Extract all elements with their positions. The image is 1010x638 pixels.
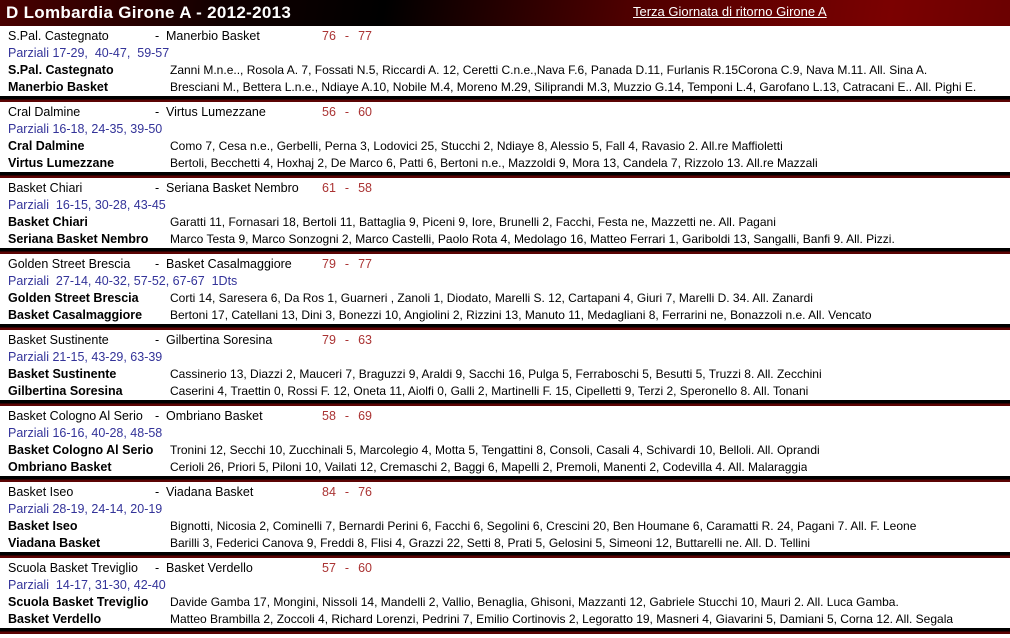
home-roster-row [0, 290, 1010, 307]
score-separator: - [344, 485, 350, 499]
away-roster-team-label: Basket Verdello [8, 612, 102, 626]
match-block [0, 558, 1010, 634]
match-away-team: Seriana Basket Nembro [166, 181, 299, 195]
match-away-team: Gilbertina Soresina [166, 333, 273, 347]
home-roster-players: Davide Gamba 17, Mongini, Nissoli 14, Mandelli 2, Vallio, Benaglia, Ghisoni, Mazzanti 12, Gabriele Stucchi 10, Mauri 2. All. Luca Gamba. [170, 595, 899, 609]
away-roster-row [0, 155, 1010, 172]
score-separator: - [344, 181, 350, 195]
page-title: D Lombardia Girone A - 2012-2013 [6, 3, 292, 22]
match-parziali: Parziali 16-16, 40-28, 48-58 [8, 426, 163, 440]
home-roster-row [0, 366, 1010, 383]
match-away-team: Viadana Basket [166, 485, 254, 499]
match-home-team: Basket Iseo [8, 485, 74, 499]
match-score [322, 104, 372, 121]
match-headline [0, 180, 1010, 197]
away-roster-players: Caserini 4, Traettin 0, Rossi F. 12, Oneta 11, Aiolfi 0, Galli 2, Martinelli F. 15, Cipelletti 9, Terzi 2, Speronello 8. All. Tonani [170, 384, 809, 398]
match-score-away: 77 [358, 257, 372, 271]
away-roster-players: Matteo Brambilla 2, Zoccoli 4, Richard Lorenzi, Pedrini 7, Emilio Cortinovis 2, Legoratto 19, Masneri 4, Giavarini 5, Damiani 5, Corna 12. All. Segala [170, 612, 954, 626]
match-away-team: Ombriano Basket [166, 409, 263, 423]
away-roster-row [0, 459, 1010, 476]
away-roster-team-label: Manerbio Basket [8, 80, 109, 94]
match-score [322, 332, 372, 349]
home-roster-row [0, 518, 1010, 535]
match-parziali: Parziali 21-15, 43-29, 63-39 [8, 350, 163, 364]
away-roster-team-label: Basket Casalmaggiore [8, 308, 143, 322]
match-score [322, 180, 372, 197]
match-block [0, 406, 1010, 482]
home-roster-team-label: S.Pal. Castegnato [8, 63, 114, 77]
team-separator: - [155, 561, 160, 575]
page-header [0, 0, 1010, 26]
match-parziali: Parziali 16-18, 24-35, 39-50 [8, 122, 163, 136]
away-roster-row [0, 611, 1010, 628]
match-home-team: Scuola Basket Treviglio [8, 561, 138, 575]
round-link[interactable]: Terza Giornata di ritorno Girone A [633, 4, 827, 19]
home-roster-team-label: Scuola Basket Treviglio [8, 595, 149, 609]
match-score [322, 256, 372, 273]
home-roster-team-label: Basket Iseo [8, 519, 78, 533]
away-roster-players: Marco Testa 9, Marco Sonzogni 2, Marco Castelli, Paolo Rota 4, Medolago 16, Matteo Ferrari 1, Gariboldi 13, Sangalli, Banfi 9. All. Pizzi. [170, 232, 895, 246]
match-away-team: Basket Casalmaggiore [166, 257, 292, 271]
match-score-away: 58 [358, 181, 372, 195]
home-roster-row [0, 442, 1010, 459]
match-score-away: 63 [358, 333, 372, 347]
home-roster-players: Bignotti, Nicosia 2, Cominelli 7, Bernardi Perini 6, Facchi 6, Segolini 6, Crescini 20, Ben Houmane 6, Caramatti R. 24, Pagani 7. All. F. Leone [170, 519, 917, 533]
match-parziali: Parziali 27-14, 40-32, 57-52, 67-67 1Dts [8, 274, 238, 288]
match-score-home: 76 [322, 29, 336, 43]
match-block [0, 254, 1010, 330]
match-score [322, 484, 372, 501]
away-roster-row [0, 79, 1010, 96]
match-headline [0, 408, 1010, 425]
match-score [322, 560, 372, 577]
away-roster-team-label: Gilbertina Soresina [8, 384, 123, 398]
away-roster-players: Cerioli 26, Priori 5, Piloni 10, Vailati 12, Cremaschi 2, Baggi 6, Mapelli 2, Premoli, Manenti 2, Codevilla 4. All. Malaraggia [170, 460, 808, 474]
away-roster-row [0, 383, 1010, 400]
match-away-team: Manerbio Basket [166, 29, 260, 43]
match-score-away: 76 [358, 485, 372, 499]
match-home-team: Cral Dalmine [8, 105, 81, 119]
match-home-team: Basket Cologno Al Serio [8, 409, 143, 423]
team-separator: - [155, 333, 160, 347]
away-roster-team-label: Seriana Basket Nembro [8, 232, 149, 246]
match-block [0, 26, 1010, 102]
match-parziali: Parziali 16-15, 30-28, 43-45 [8, 198, 166, 212]
match-score [322, 408, 372, 425]
match-headline [0, 332, 1010, 349]
match-away-team: Basket Verdello [166, 561, 253, 575]
away-roster-players: Barilli 3, Federici Canova 9, Freddi 8, Flisi 4, Grazzi 22, Setti 8, Prati 5, Gelosini 5, Simeoni 12, Buttarelli ne. All. D. Tellini [170, 536, 811, 550]
match-block [0, 102, 1010, 178]
score-separator: - [344, 257, 350, 271]
away-roster-team-label: Virtus Lumezzane [8, 156, 115, 170]
score-separator: - [344, 29, 350, 43]
match-headline [0, 560, 1010, 577]
away-roster-row [0, 535, 1010, 552]
away-roster-players: Bertoli, Becchetti 4, Hoxhaj 2, De Marco 6, Patti 6, Bertoni n.e., Mazzoldi 9, Mora 13, Candela 7, Rizzolo 13. All.re Mazzali [170, 156, 818, 170]
home-roster-players: Como 7, Cesa n.e., Gerbelli, Perna 3, Lodovici 25, Stucchi 2, Ndiaye 8, Alessio 5, Fall 4, Ravasio 2. All.re Maffioletti [170, 139, 783, 153]
match-score-home: 56 [322, 105, 336, 119]
team-separator: - [155, 29, 160, 43]
score-separator: - [344, 561, 350, 575]
match-headline [0, 256, 1010, 273]
matches-list [0, 26, 1010, 634]
match-home-team: Basket Chiari [8, 181, 83, 195]
home-roster-row [0, 594, 1010, 611]
match-score-home: 57 [322, 561, 336, 575]
away-roster-row [0, 307, 1010, 324]
match-score [322, 28, 372, 45]
match-parziali: Parziali 14-17, 31-30, 42-40 [8, 578, 166, 592]
home-roster-players: Tronini 12, Secchi 10, Zucchinali 5, Marcolegio 4, Motta 5, Tengattini 8, Consoli, Casali 4, Schivardi 10, Belloli. All. Oprandi [170, 443, 820, 457]
home-roster-players: Garatti 11, Fornasari 18, Bertoli 11, Battaglia 9, Piceni 9, Iore, Brunelli 2, Facchi, Festa ne, Mazzetti ne. All. Pagani [170, 215, 776, 229]
home-roster-row [0, 138, 1010, 155]
team-separator: - [155, 105, 160, 119]
match-headline [0, 484, 1010, 501]
match-block [0, 178, 1010, 254]
team-separator: - [155, 257, 160, 271]
match-headline [0, 104, 1010, 121]
match-block [0, 482, 1010, 558]
home-roster-team-label: Golden Street Brescia [8, 291, 139, 305]
match-home-team: Basket Sustinente [8, 333, 109, 347]
away-roster-players: Bertoni 17, Catellani 13, Dini 3, Bonezzi 10, Angiolini 2, Rizzini 13, Manuto 11, Medagliani 8, Ferrarini ne, Bonazzoli n.e. All. Vencato [170, 308, 872, 322]
block-separator [0, 628, 1010, 634]
away-roster-row [0, 231, 1010, 248]
match-score-home: 84 [322, 485, 336, 499]
match-score-home: 79 [322, 257, 336, 271]
home-roster-players: Zanni M.n.e.., Rosola A. 7, Fossati N.5, Riccardi A. 12, Ceretti C.n.e.,Nava F.6, Panada D.11, Furlanis R.15Corona C.9, Nava M.11. All. Sina A. [170, 63, 928, 77]
home-roster-team-label: Basket Sustinente [8, 367, 117, 381]
home-roster-players: Corti 14, Saresera 6, Da Ros 1, Guarneri , Zanoli 1, Diodato, Marelli S. 12, Cartapani 4, Giuri 7, Marelli D. 34. All. Zanardi [170, 291, 813, 305]
match-parziali: Parziali 17-29, 40-47, 59-57 [8, 46, 170, 60]
score-separator: - [344, 409, 350, 423]
home-roster-row [0, 214, 1010, 231]
home-roster-team-label: Basket Chiari [8, 215, 88, 229]
match-score-home: 58 [322, 409, 336, 423]
match-score-home: 79 [322, 333, 336, 347]
team-separator: - [155, 181, 160, 195]
match-score-away: 69 [358, 409, 372, 423]
match-home-team: Golden Street Brescia [8, 257, 131, 271]
home-roster-team-label: Cral Dalmine [8, 139, 85, 153]
match-score-away: 77 [358, 29, 372, 43]
match-block [0, 330, 1010, 406]
match-score-away: 60 [358, 561, 372, 575]
match-score-home: 61 [322, 181, 336, 195]
home-roster-team-label: Basket Cologno Al Serio [8, 443, 154, 457]
home-roster-row [0, 62, 1010, 79]
match-headline [0, 28, 1010, 45]
away-roster-players: Bresciani M., Bettera L.n.e., Ndiaye A.10, Nobile M.4, Moreno M.29, Siliprandi M.3, Muzzio G.14, Temponi L.4, Garofano L.13, Catracani E.. All. Pighi E. [170, 80, 977, 94]
away-roster-team-label: Viadana Basket [8, 536, 101, 550]
match-score-away: 60 [358, 105, 372, 119]
match-away-team: Virtus Lumezzane [166, 105, 266, 119]
away-roster-team-label: Ombriano Basket [8, 460, 112, 474]
match-home-team: S.Pal. Castegnato [8, 29, 109, 43]
team-separator: - [155, 409, 160, 423]
match-parziali: Parziali 28-19, 24-14, 20-19 [8, 502, 163, 516]
score-separator: - [344, 333, 350, 347]
team-separator: - [155, 485, 160, 499]
score-separator: - [344, 105, 350, 119]
home-roster-players: Cassinerio 13, Diazzi 2, Mauceri 7, Braguzzi 9, Araldi 9, Sacchi 16, Pulga 5, Ferraboschi 5, Besutti 5, Truzzi 8. All. Zecchini [170, 367, 822, 381]
